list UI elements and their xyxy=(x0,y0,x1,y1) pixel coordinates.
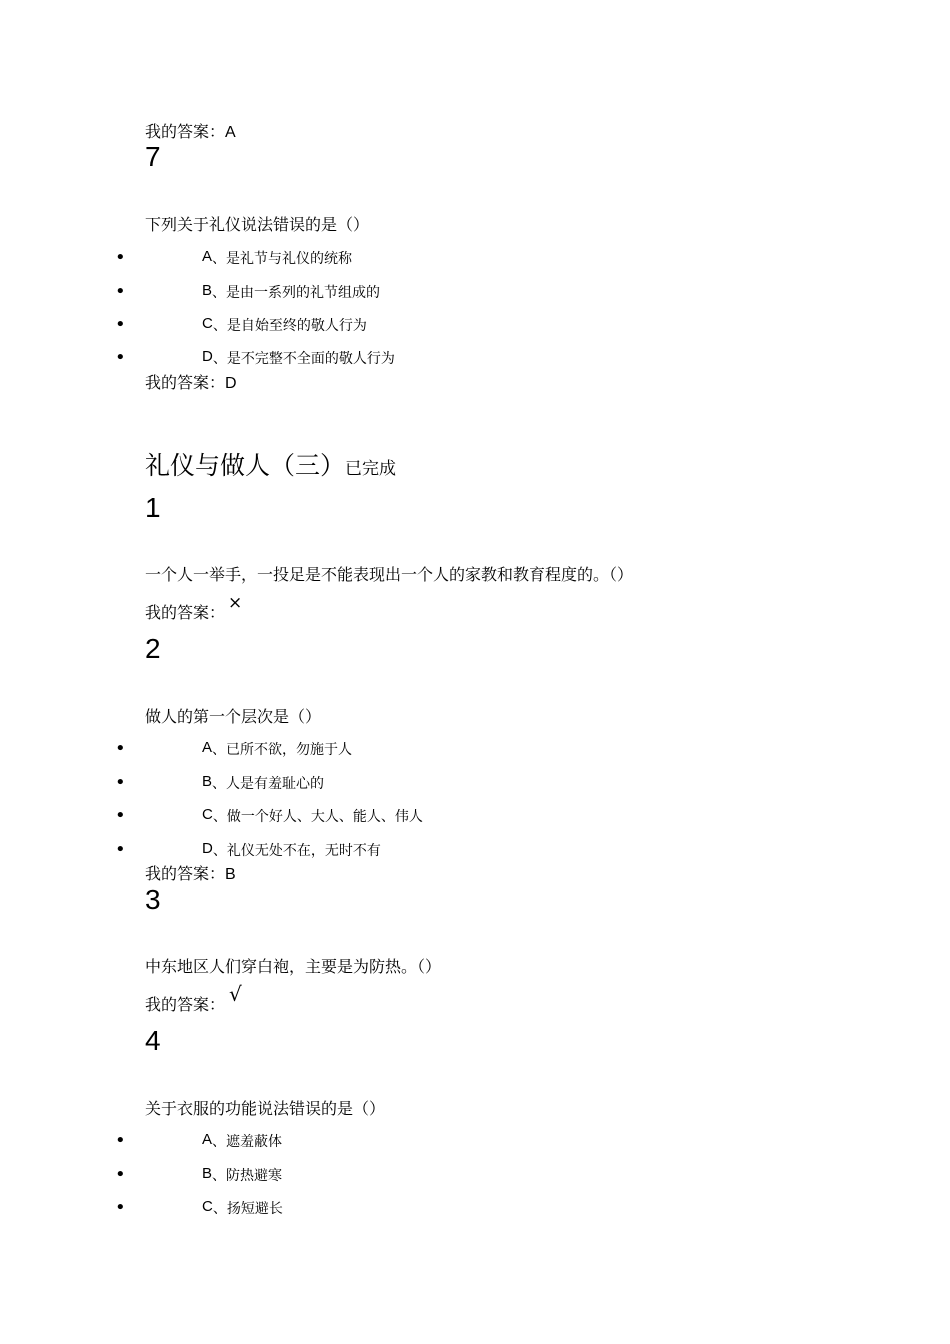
bullet-icon: • xyxy=(115,1164,126,1185)
answer-label: 我的答案： xyxy=(145,995,226,1014)
option-text: 、是不完整不全面的敬人行为 xyxy=(212,351,395,367)
option-letter: B xyxy=(202,773,213,790)
section-heading xyxy=(145,446,396,482)
question-number: 1 xyxy=(145,492,161,523)
answer-line xyxy=(145,119,236,142)
answer-line xyxy=(145,370,237,393)
option-text: 、扬短避长 xyxy=(212,1201,283,1217)
bullet-icon: • xyxy=(115,839,126,860)
option-text: 、是礼节与礼仪的统称 xyxy=(212,251,353,267)
bullet-icon: • xyxy=(115,1130,126,1151)
answer-label: 我的答案： xyxy=(145,603,226,622)
option-text: 、遮羞蔽体 xyxy=(212,1134,283,1150)
answer-line xyxy=(145,600,225,623)
section-status: 已完成 xyxy=(345,459,397,479)
bullet-icon: • xyxy=(115,1197,126,1218)
question-text: 一个人一举手，一投足是不能表现出一个人的家教和教育程度的。（） xyxy=(145,565,634,584)
option-item[interactable] xyxy=(202,282,380,302)
bullet-icon: • xyxy=(115,772,126,793)
option-text: 、礼仪无处不在，无时不有 xyxy=(212,843,381,859)
option-item[interactable] xyxy=(202,1198,283,1218)
bullet-icon: • xyxy=(115,805,126,826)
option-text: 、已所不欲，勿施于人 xyxy=(212,742,353,758)
question-number: 7 xyxy=(145,141,161,172)
answer-label: 我的答案： xyxy=(145,864,226,883)
question-text: 做人的第一个层次是（） xyxy=(145,707,322,726)
bullet-icon: • xyxy=(115,314,126,335)
bullet-icon: • xyxy=(115,347,126,368)
answer-value: B xyxy=(225,866,236,883)
question-number: 4 xyxy=(145,1025,161,1056)
question-text: 中东地区人们穿白袍，主要是为防热。（） xyxy=(145,957,442,976)
option-letter: A xyxy=(202,1131,213,1148)
question-text: 下列关于礼仪说法错误的是（） xyxy=(145,215,370,234)
option-letter: C xyxy=(202,806,213,823)
cross-icon: × xyxy=(228,593,243,613)
option-item[interactable] xyxy=(202,773,324,793)
option-letter: A xyxy=(202,248,213,265)
question-number: 2 xyxy=(145,633,161,664)
option-item[interactable] xyxy=(202,840,381,860)
answer-label: 我的答案： xyxy=(145,373,226,392)
bullet-icon: • xyxy=(115,738,126,759)
option-item[interactable] xyxy=(202,348,395,368)
option-item[interactable] xyxy=(202,315,367,335)
option-letter: D xyxy=(202,348,213,365)
option-letter: B xyxy=(202,282,213,299)
answer-label: 我的答案： xyxy=(145,122,226,141)
option-item[interactable] xyxy=(202,806,423,826)
option-letter: C xyxy=(202,315,213,332)
option-letter: B xyxy=(202,1165,213,1182)
option-item[interactable] xyxy=(202,1165,282,1185)
option-item[interactable] xyxy=(202,248,352,268)
option-item[interactable] xyxy=(202,739,352,759)
answer-line xyxy=(145,861,236,884)
option-letter: A xyxy=(202,739,213,756)
section-title: 礼仪与做人（三） xyxy=(145,451,346,480)
bullet-icon: • xyxy=(115,247,126,268)
option-text: 、做一个好人、大人、能人、伟人 xyxy=(212,809,423,825)
check-icon: √ xyxy=(229,982,242,1006)
bullet-icon: • xyxy=(115,281,126,302)
option-text: 、是由一系列的礼节组成的 xyxy=(212,285,381,301)
option-letter: D xyxy=(202,840,213,857)
answer-value: D xyxy=(225,375,237,392)
option-text: 、人是有羞耻心的 xyxy=(212,776,325,792)
answer-value: A xyxy=(225,124,236,141)
question-number: 3 xyxy=(145,884,161,915)
option-text: 、是自始至终的敬人行为 xyxy=(212,318,367,334)
question-text: 关于衣服的功能说法错误的是（） xyxy=(145,1099,386,1118)
option-letter: C xyxy=(202,1198,213,1215)
answer-line xyxy=(145,992,225,1015)
option-item[interactable] xyxy=(202,1131,282,1151)
option-text: 、防热避寒 xyxy=(212,1168,283,1184)
